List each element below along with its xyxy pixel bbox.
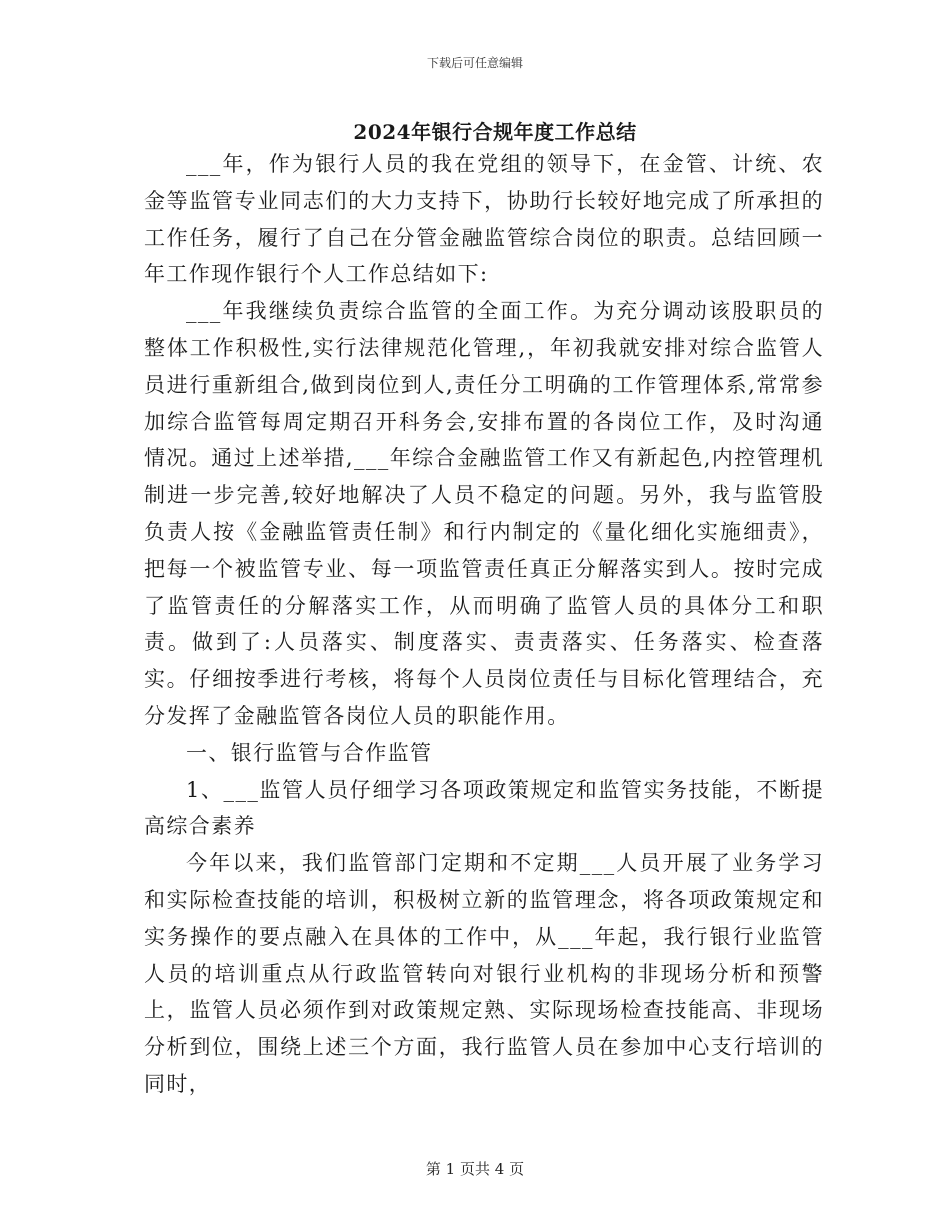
paragraph-intro: ___年，作为银行人员的我在党组的领导下，在金管、计统、农金等监管专业同志们的大力支持下，协助行长较好地完成了所承担的工作任务，履行了自己在分管金融监管综合岗位的职责。总结回顾一年工作现作银行个人工作总结如下:: [144, 152, 824, 287]
header-note: 下载后可任意编辑: [426, 56, 523, 70]
paragraph-training: 今年以来，我们监管部门定期和不定期___人员开展了业务学习和实际检查技能的培训，积极树立新的监管理念，将各项政策规定和实务操作的要点融入在具体的工作中，从___年起，我行银行业监管人员的培训重点从行政监管转向对银行业机构的非现场分析和预警上，监管人员必须作到对政策规定熟、实际现场检查技能高、非现场分析到位，围绕上述三个方面，我行监管人员在参加中心支行培训的同时，: [144, 851, 824, 1096]
paragraph-overview: ___年我继续负责综合监管的全面工作。为充分调动该股职员的整体工作积极性,实行法律规范化管理,，年初我就安排对综合监管人员进行重新组合,做到岗位到人,责任分工明确的工作管理体系,常常参加综合监管每周定期召开科务会,安排布置的各岗位工作，及时沟通情况。通过上述举措,___年综合金融监管工作又有新起色,内控管理机制进一步完善,较好地解决了人员不稳定的问题。另外，我与监管股负责人按《金融监管责任制》和行内制定的《量化细化实施细责》，把每一个被监管专业、每一项监管责任真正分解落实到人。按时完成了监管责任的分解落实工作，从而明确了监管人员的具体分工和职责。做到了:人员落实、制度落实、责责落实、任务落实、检查落实。仔细按季进行考核，将每个人员岗位责任与目标化管理结合，充分发挥了金融监管各岗位人员的职能作用。: [144, 299, 824, 728]
page-number: 第 1 页共 4 页: [425, 1160, 525, 1178]
document-body: [144, 146, 824, 1103]
subsection-heading: 1、___监管人员仔细学习各项政策规定和监管实务技能，不断提高综合素养: [144, 777, 824, 839]
section-heading: 一、银行监管与合作监管: [186, 740, 433, 765]
document-title: 2024年银行合规年度工作总结: [353, 120, 637, 144]
